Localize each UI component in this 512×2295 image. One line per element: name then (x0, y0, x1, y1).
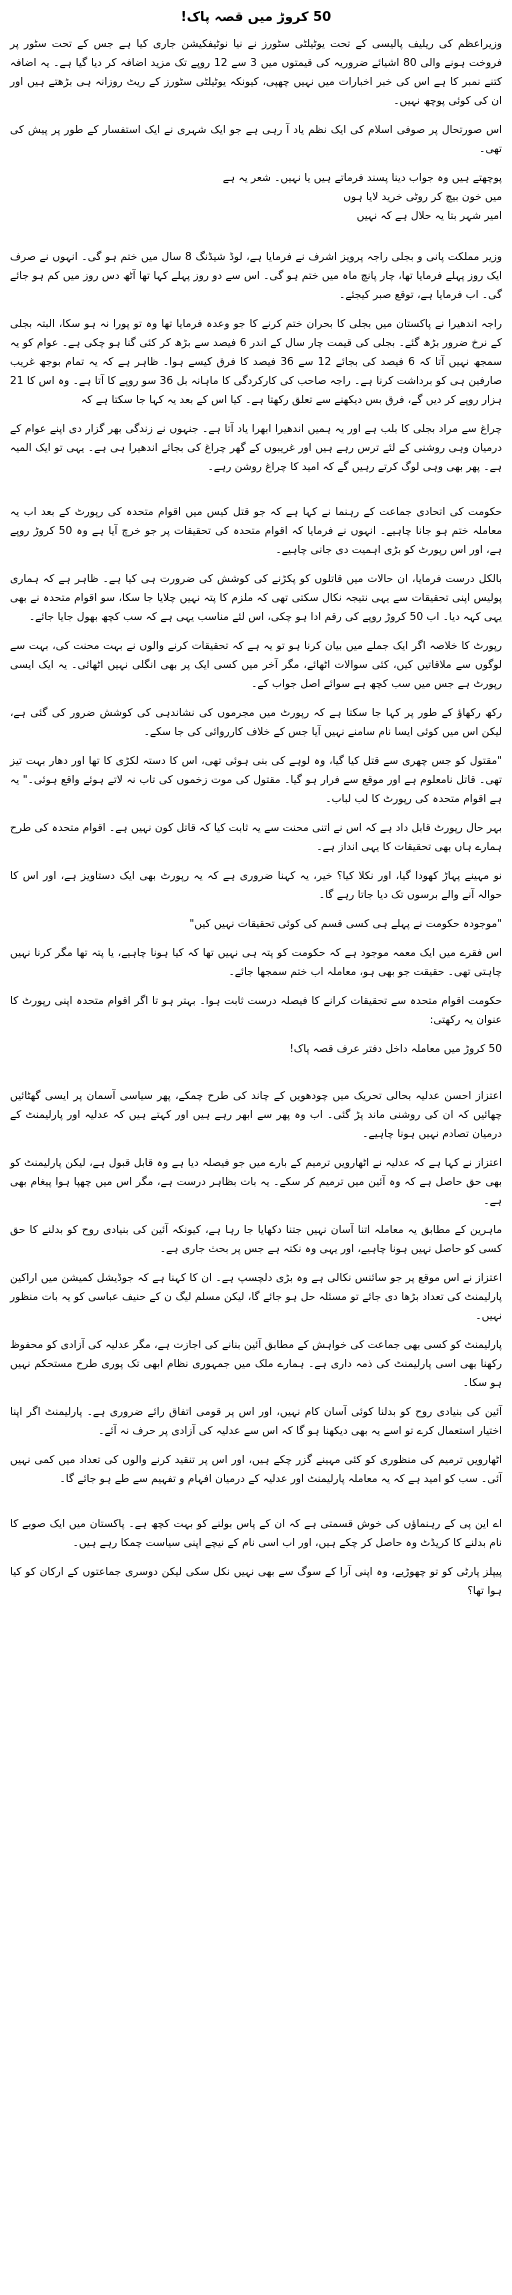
paragraph: آئین کی بنیادی روح کو بدلنا کوئی آسان کام نہیں، اور اس پر قومی اتفاق رائے ضروری ہے۔ پارلیمنٹ اگر اپنا اختیار استعمال کرے تو اسے یہ بھی دیکھنا ہو گا کہ اس سے عدلیہ کی آزادی پر حرف نہ آئے۔ (10, 1406, 502, 1437)
paragraph: اس صورتحال پر صوفی اسلام کی ایک نظم یاد آ رہی ہے جو ایک شہری نے ایک استفسار کے طور پر پیش کی تھی۔ (10, 124, 502, 155)
paragraph: راجہ اندھیرا نے پاکستان میں بجلی کا بحران ختم کرنے کا جو وعدہ فرمایا تھا وہ تو پورا نہ ہو سکا، البتہ بجلی کے نرخ ضرور بڑھ گئے۔ بجلی کی قیمت چار سال کے اندر 6 فیصد سے بڑھ کر کئی گنا ہو چکی ہے۔ عوام کو یہ سمجھ نہیں آتا کہ 6 فیصد کی بجائے 12 سے 36 فیصد کا فرق کیسے ہوا۔ ظاہر ہے کہ یہ تمام بوجھ غریب صارفین ہی کو برداشت کرنا ہے۔ راجہ صاحب کی کارکردگی کا ماہانہ بل 36 سو روپے کا آتا ہے۔ وہ اس کا 21 ہزار روپے کر دیں گے، فرق بس دیکھنے سے تعلق رکھتا ہے۔ کیا اس کے بعد یہ کہا جا سکتا ہے کہ (10, 318, 502, 406)
paragraph: اے این پی کے رہنماؤں کی خوش قسمتی ہے کہ ان کے پاس بولنے کو بہت کچھ ہے۔ پاکستان میں ایک صوبے کا نام بدلنے کا کریڈٹ وہ حاصل کر چکے ہیں، اور اب اسی نام کے نیچے اپنی سیاست چمکا رہے ہیں۔ (10, 1518, 502, 1549)
paragraph: پیپلز پارٹی کو تو چھوڑیے، وہ اپنی آرا کے سوگ سے بھی نہیں نکل سکی لیکن دوسری جماعتوں کے ارکان کو کیا ہوا تھا؟ (10, 1566, 502, 1597)
paragraph: وزیراعظم کی ریلیف پالیسی کے تحت یوٹیلٹی سٹورز نے نیا نوٹیفکیشن جاری کیا ہے جس کے تحت سٹور پر فروخت ہونے والی 80 اشیائے ضروریہ کی قیمتوں میں 3 سے 12 روپے تک مزید اضافہ کر دیا گیا ہے۔ یہ اضافہ کتنے نمبر کا ہے اس کی خبر اخبارات میں نہیں چھپی، کیونکہ یوٹیلٹی سٹورز کے ریٹ روزانہ ہی بڑھتے ہیں اور ان کی کوئی پوچھ نہیں۔ (10, 38, 502, 107)
closing-line: 50 کروڑ میں معاملہ داخل دفتر عرف قصہ پاک! (289, 1043, 502, 1055)
paragraph: رپورٹ کا خلاصہ اگر ایک جملے میں بیان کرنا ہو تو یہ ہے کہ تحقیقات کرنے والوں نے بہت محنت کی، بہت سے لوگوں سے ملاقاتیں کیں، کئی سوالات اٹھائے، مگر آخر میں کسی ایک پر بھی انگلی نہیں اٹھائی۔ یہ ایک ایسی رپورٹ ہے جس میں سب کچھ ہے سوائے اصل جواب کے۔ (10, 640, 502, 690)
paragraph: ماہرین کے مطابق یہ معاملہ اتنا آسان نہیں جتنا دکھایا جا رہا ہے، کیونکہ آئین کی بنیادی روح کو بدلنے کا حق کسی کو حاصل نہیں ہونا چاہیے، اور یہی وہ نکتہ ہے جس پر بحث جاری ہے۔ (10, 1224, 502, 1255)
verse-intro: پوچھتے ہیں وہ جواب دینا پسند فرماتے ہیں یا نہیں۔ شعر یہ ہے (222, 172, 502, 184)
paragraph: اٹھارویں ترمیم کی منظوری کو کئی مہینے گزر چکے ہیں، اور اس پر تنقید کرنے والوں کی تعداد میں کمی نہیں آئی۔ سب کو امید ہے کہ یہ معاملہ پارلیمنٹ اور عدلیہ کے درمیان افہام و تفہیم سے طے ہو جائے گا۔ (10, 1454, 502, 1485)
verse-line: امیر شہر بتا یہ حلال ہے کہ نہیں (356, 210, 502, 222)
paragraph: پارلیمنٹ کو کسی بھی جماعت کی خواہش کے مطابق آئین بنانے کی اجازت ہے، مگر عدلیہ کی آزادی کو محفوظ رکھنا بھی اسی پارلیمنٹ کی ذمہ داری ہے۔ ہمارے ملک میں جمہوری نظام ابھی تک پوری طرح مستحکم نہیں ہو سکا۔ (10, 1339, 502, 1389)
quote-paragraph: "مقتول کو جس چھری سے قتل کیا گیا، وہ لوہے کی بنی ہوئی تھی، اس کا دستہ لکڑی کا تھا اور دھار بہت تیز تھی۔ قاتل نامعلوم ہے اور موقع سے فرار ہو گیا۔ مقتول کی موت زخموں کی تاب نہ لاتے ہوئے واقع ہوئی۔" یہ ہے اقوام متحدہ کی رپورٹ کا لب لباب۔ (10, 755, 502, 805)
paragraph: نو مہینے پہاڑ کھودا گیا، اور نکلا کیا؟ خیر، یہ کہنا ضروری ہے کہ یہ رپورٹ بھی ایک دستاویز ہے، اور اس کا حوالہ آنے والے برسوں تک دیا جاتا رہے گا۔ (10, 870, 502, 901)
paragraph: حکومت اقوام متحدہ سے تحقیقات کرانے کا فیصلہ درست ثابت ہوا۔ بہتر ہو تا اگر اقوام متحدہ اپنی رپورٹ کا عنوان یہ رکھتی: (10, 995, 502, 1026)
paragraph: اعتزاز نے اس موقع پر جو سائنس نکالی ہے وہ بڑی دلچسپ ہے۔ ان کا کہنا ہے کہ جوڈیشل کمیشن میں اراکین پارلیمنٹ کی تعداد بڑھا دی جائے تو مسئلہ حل ہو جائے گا، لیکن مسلم لیگ ن کے حنیف عباسی کو یہ بات منظور نہیں۔ (10, 1272, 502, 1322)
column-title: 50 کروڑ میں قصہ پاک! (180, 10, 332, 25)
paragraph: رکھ رکھاؤ کے طور پر کہا جا سکتا ہے کہ رپورٹ میں مجرموں کی نشاندہی کی کوشش ضرور کی گئی ہے، لیکن اس میں کوئی ایسا نام سامنے نہیں آیا جس کے خلاف کارروائی کی جا سکے۔ (10, 707, 502, 738)
paragraph: اس فقرے میں ایک معمہ موجود ہے کہ حکومت کو پتہ ہی نہیں تھا کہ کیا ہونا چاہیے، یا پتہ تھا مگر کرنا نہیں چاہتی تھی۔ حقیقت جو بھی ہو، معاملہ اب ختم سمجھا جائے۔ (10, 947, 502, 978)
paragraph: اعتزاز نے کہا ہے کہ عدلیہ نے اٹھارویں ترمیم کے بارے میں جو فیصلہ دیا ہے وہ قابل قبول ہے، لیکن پارلیمنٹ کو بھی حق حاصل ہے کہ وہ آئین میں ترمیم کر سکے۔ یہ بات بظاہر درست ہے، مگر اس میں چھپا ہوا پیغام بھی ہے۔ (10, 1157, 502, 1207)
quote-paragraph: "موجودہ حکومت نے پہلے ہی کسی قسم کی کوئی تحقیقات نہیں کیں" (189, 918, 502, 930)
paragraph: چراغ سے مراد بجلی کا بلب ہے اور یہ ہمیں اندھیرا ابھرا یاد آتا ہے۔ جنہوں نے زندگی بھر گزار دی اپنے عوام کے درمیان وہی روشنی کے لئے ترس رہے ہیں اور غریبوں کے گھر چراغ کی بجائے اندھیرا ہی ہے۔ یہی تو ایک المیہ ہے۔ پھر بھی وہی لوگ کرتے رہیں گے کہ امید کا چراغ روشن رہے۔ (10, 423, 502, 473)
paragraph: بالکل درست فرمایا، ان حالات میں قاتلوں کو پکڑنے کی کوشش کی ضرورت ہی کیا ہے۔ ظاہر ہے کہ ہماری پولیس اپنی تحقیقات سے یہی نتیجہ نکال سکتی تھی کہ ملزم کا پتہ نہیں چلایا جا سکا، سو اقوام متحدہ نے بھی یہی کہہ دیا۔ اب 50 کروڑ روپے کی رقم ادا ہو چکی، اس لئے مناسب یہی ہے کہ سب کچھ بھول جایا جائے۔ (10, 573, 502, 623)
paragraph: وزیر مملکت پانی و بجلی راجہ پرویز اشرف نے فرمایا ہے، لوڈ شیڈنگ 8 سال میں ختم ہو گی۔ انہوں نے صرف ایک روز پہلے فرمایا تھا، چار پانچ ماہ میں ختم ہو گی۔ اس سے دو روز پہلے کہا تھا آٹھ دس روز میں کم ہو جائے گی۔ اب فرمایا ہے، توقع صبر کیجئے۔ (10, 251, 502, 301)
paragraph: حکومت کی اتحادی جماعت کے رہنما نے کہا ہے کہ جو قتل کیس میں اقوام متحدہ کی رپورٹ کے بعد اب یہ معاملہ ختم ہو جانا چاہیے۔ انہوں نے فرمایا کہ اقوام متحدہ کی تحقیقات پر جو خرچ آیا ہے وہ 50 کروڑ روپے ہے، اور اس رپورٹ کو بڑی اہمیت دی جانی چاہیے۔ (10, 506, 502, 556)
paragraph: اعتزاز احسن عدلیہ بحالی تحریک میں چودھویں کے چاند کی طرح چمکے، پھر سیاسی آسمان پر ایسی گھٹائیں چھائیں کہ ان کی روشنی ماند پڑ گئی۔ اب وہ پھر سے ابھر رہے ہیں اور کہتے ہیں کہ عدلیہ اور پارلیمنٹ کے درمیان تصادم نہیں ہونا چاہیے۔ (10, 1090, 502, 1140)
verse-line: میں خون بیچ کر روٹی خرید لایا ہوں (343, 191, 502, 203)
paragraph: بہر حال رپورٹ قابل داد ہے کہ اس نے اتنی محنت سے یہ ثابت کیا کہ قاتل کون نہیں ہے۔ اقوام متحدہ کی طرح ہمارے ہاں بھی تحقیقات کا یہی انداز ہے۔ (10, 822, 502, 853)
verse-block (10, 169, 502, 226)
